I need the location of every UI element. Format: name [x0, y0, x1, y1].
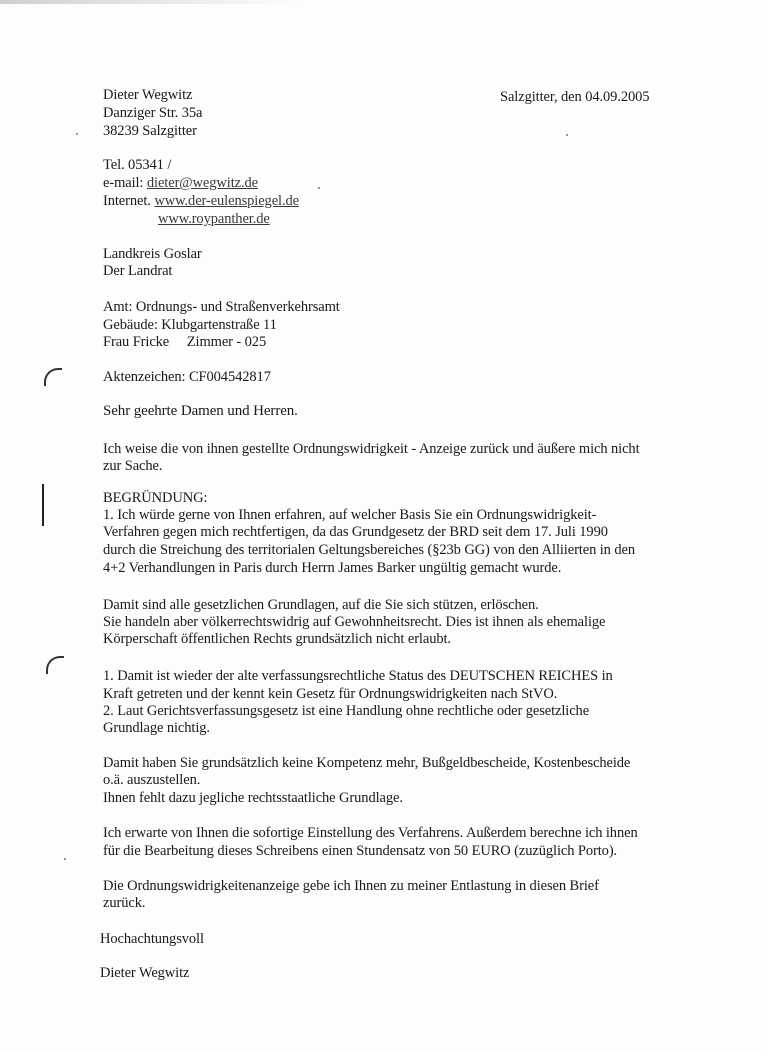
scan-speck [64, 858, 66, 860]
recipient-line-2: Der Landrat [103, 263, 173, 279]
sender-email-row [103, 175, 258, 192]
para6-line-2: zurück. [103, 895, 146, 911]
scan-speck [318, 187, 320, 189]
signature-name: Dieter Wegwitz [100, 965, 190, 981]
para2-line-3: Körperschaft öffentlichen Rechts grundsätzlich nicht erlaubt. [103, 631, 451, 647]
email-label: e-mail: [103, 175, 147, 191]
recipient-office: Amt: Ordnungs- und Straßenverkehrsamt [103, 299, 340, 315]
para4-line-1: Damit haben Sie grundsätzlich keine Kompetenz mehr, Bußgeldbescheide, Kostenbescheide [103, 755, 631, 771]
website-link-1[interactable]: www.der-eulenspiegel.de [154, 193, 299, 209]
section-heading: BEGRÜNDUNG: [103, 490, 208, 506]
sender-internet-row [103, 193, 299, 210]
closing: Hochachtungsvoll [100, 931, 204, 947]
scan-speck [566, 134, 568, 136]
sender-street: Danziger Str. 35a [103, 105, 203, 121]
para1-line-3: durch die Streichung des territorialen Geltungsbereiches (§23b GG) von den Alliierten in den [103, 542, 635, 558]
para3-line-2: Kraft getreten und der kennt kein Gesetz für Ordnungswidrigkeiten nach StVO. [103, 686, 558, 702]
para3-line-4: Grundlage nichtig. [103, 720, 210, 736]
intro-line-1: Ich weise die von ihnen gestellte Ordnungswidrigkeit - Anzeige zurück und äußere mich nicht [103, 441, 640, 457]
para1-line-1: 1. Ich würde gerne von Ihnen erfahren, auf welcher Basis Sie ein Ordnungswidrigkeit- [103, 507, 597, 523]
para5-line-1: Ich erwarte von Ihnen die sofortige Einstellung des Verfahrens. Außerdem berechne ich ihnen [103, 825, 638, 841]
place-date: Salzgitter, den 04.09.2005 [500, 89, 650, 105]
scan-edge-shadow [0, 0, 300, 4]
recipient-building: Gebäude: Klubgartenstraße 11 [103, 317, 277, 333]
sender-tel: Tel. 05341 / [103, 157, 172, 173]
scan-speck [76, 133, 78, 135]
para4-line-2: o.ä. auszustellen. [103, 772, 201, 788]
intro-line-2: zur Sache. [103, 458, 163, 474]
para1-line-4: 4+2 Verhandlungen in Paris durch Herrn James Barker ungültig gemacht wurde. [103, 560, 562, 576]
para3-line-3: 2. Laut Gerichtsverfassungsgesetz ist eine Handlung ohne rechtliche oder gesetzliche [103, 703, 590, 719]
para2-line-1: Damit sind alle gesetzlichen Grundlagen, auf die Sie sich stützen, erlöschen. [103, 597, 539, 613]
website-link-2[interactable]: www.roypanther.de [158, 211, 270, 227]
para3-line-1: 1. Damit ist wieder der alte verfassungsrechtliche Status des DEUTSCHEN REICHES in [103, 668, 613, 684]
sender-name: Dieter Wegwitz [103, 87, 193, 103]
email-link[interactable]: dieter@wegwitz.de [146, 175, 258, 191]
para6-line-1: Die Ordnungswidrigkeitenanzeige gebe ich Ihnen zu meiner Entlastung in diesen Brief [103, 878, 599, 894]
para1-line-2: Verfahren gegen mich rechtfertigen, da das Grundgesetz der BRD seit dem 17. Juli 1990 [103, 524, 608, 540]
recipient-line-1: Landkreis Goslar [103, 246, 202, 262]
punch-hole-mark-bottom [46, 656, 64, 674]
para5-line-2: für die Bearbeitung dieses Schreibens einen Stundensatz von 50 EURO (zuzüglich Porto). [103, 843, 618, 859]
internet-label: Internet. [103, 193, 155, 209]
para4-line-3: Ihnen fehlt dazu jegliche rechtsstaatliche Grundlage. [103, 790, 403, 806]
reference-number: Aktenzeichen: CF004542817 [103, 369, 271, 385]
salutation: Sehr geehrte Damen und Herren. [103, 403, 298, 419]
para2-line-2: Sie handeln aber völkerrechtswidrig auf Gewohnheitsrecht. Dies ist ihnen als ehemalige [103, 614, 606, 630]
sender-city: 38239 Salzgitter [103, 123, 197, 139]
recipient-contact: Frau Fricke Zimmer - 025 [103, 334, 267, 350]
punch-hole-mark-top [44, 368, 62, 386]
margin-scan-line [42, 484, 44, 526]
sender-website-row-2 [158, 211, 270, 228]
